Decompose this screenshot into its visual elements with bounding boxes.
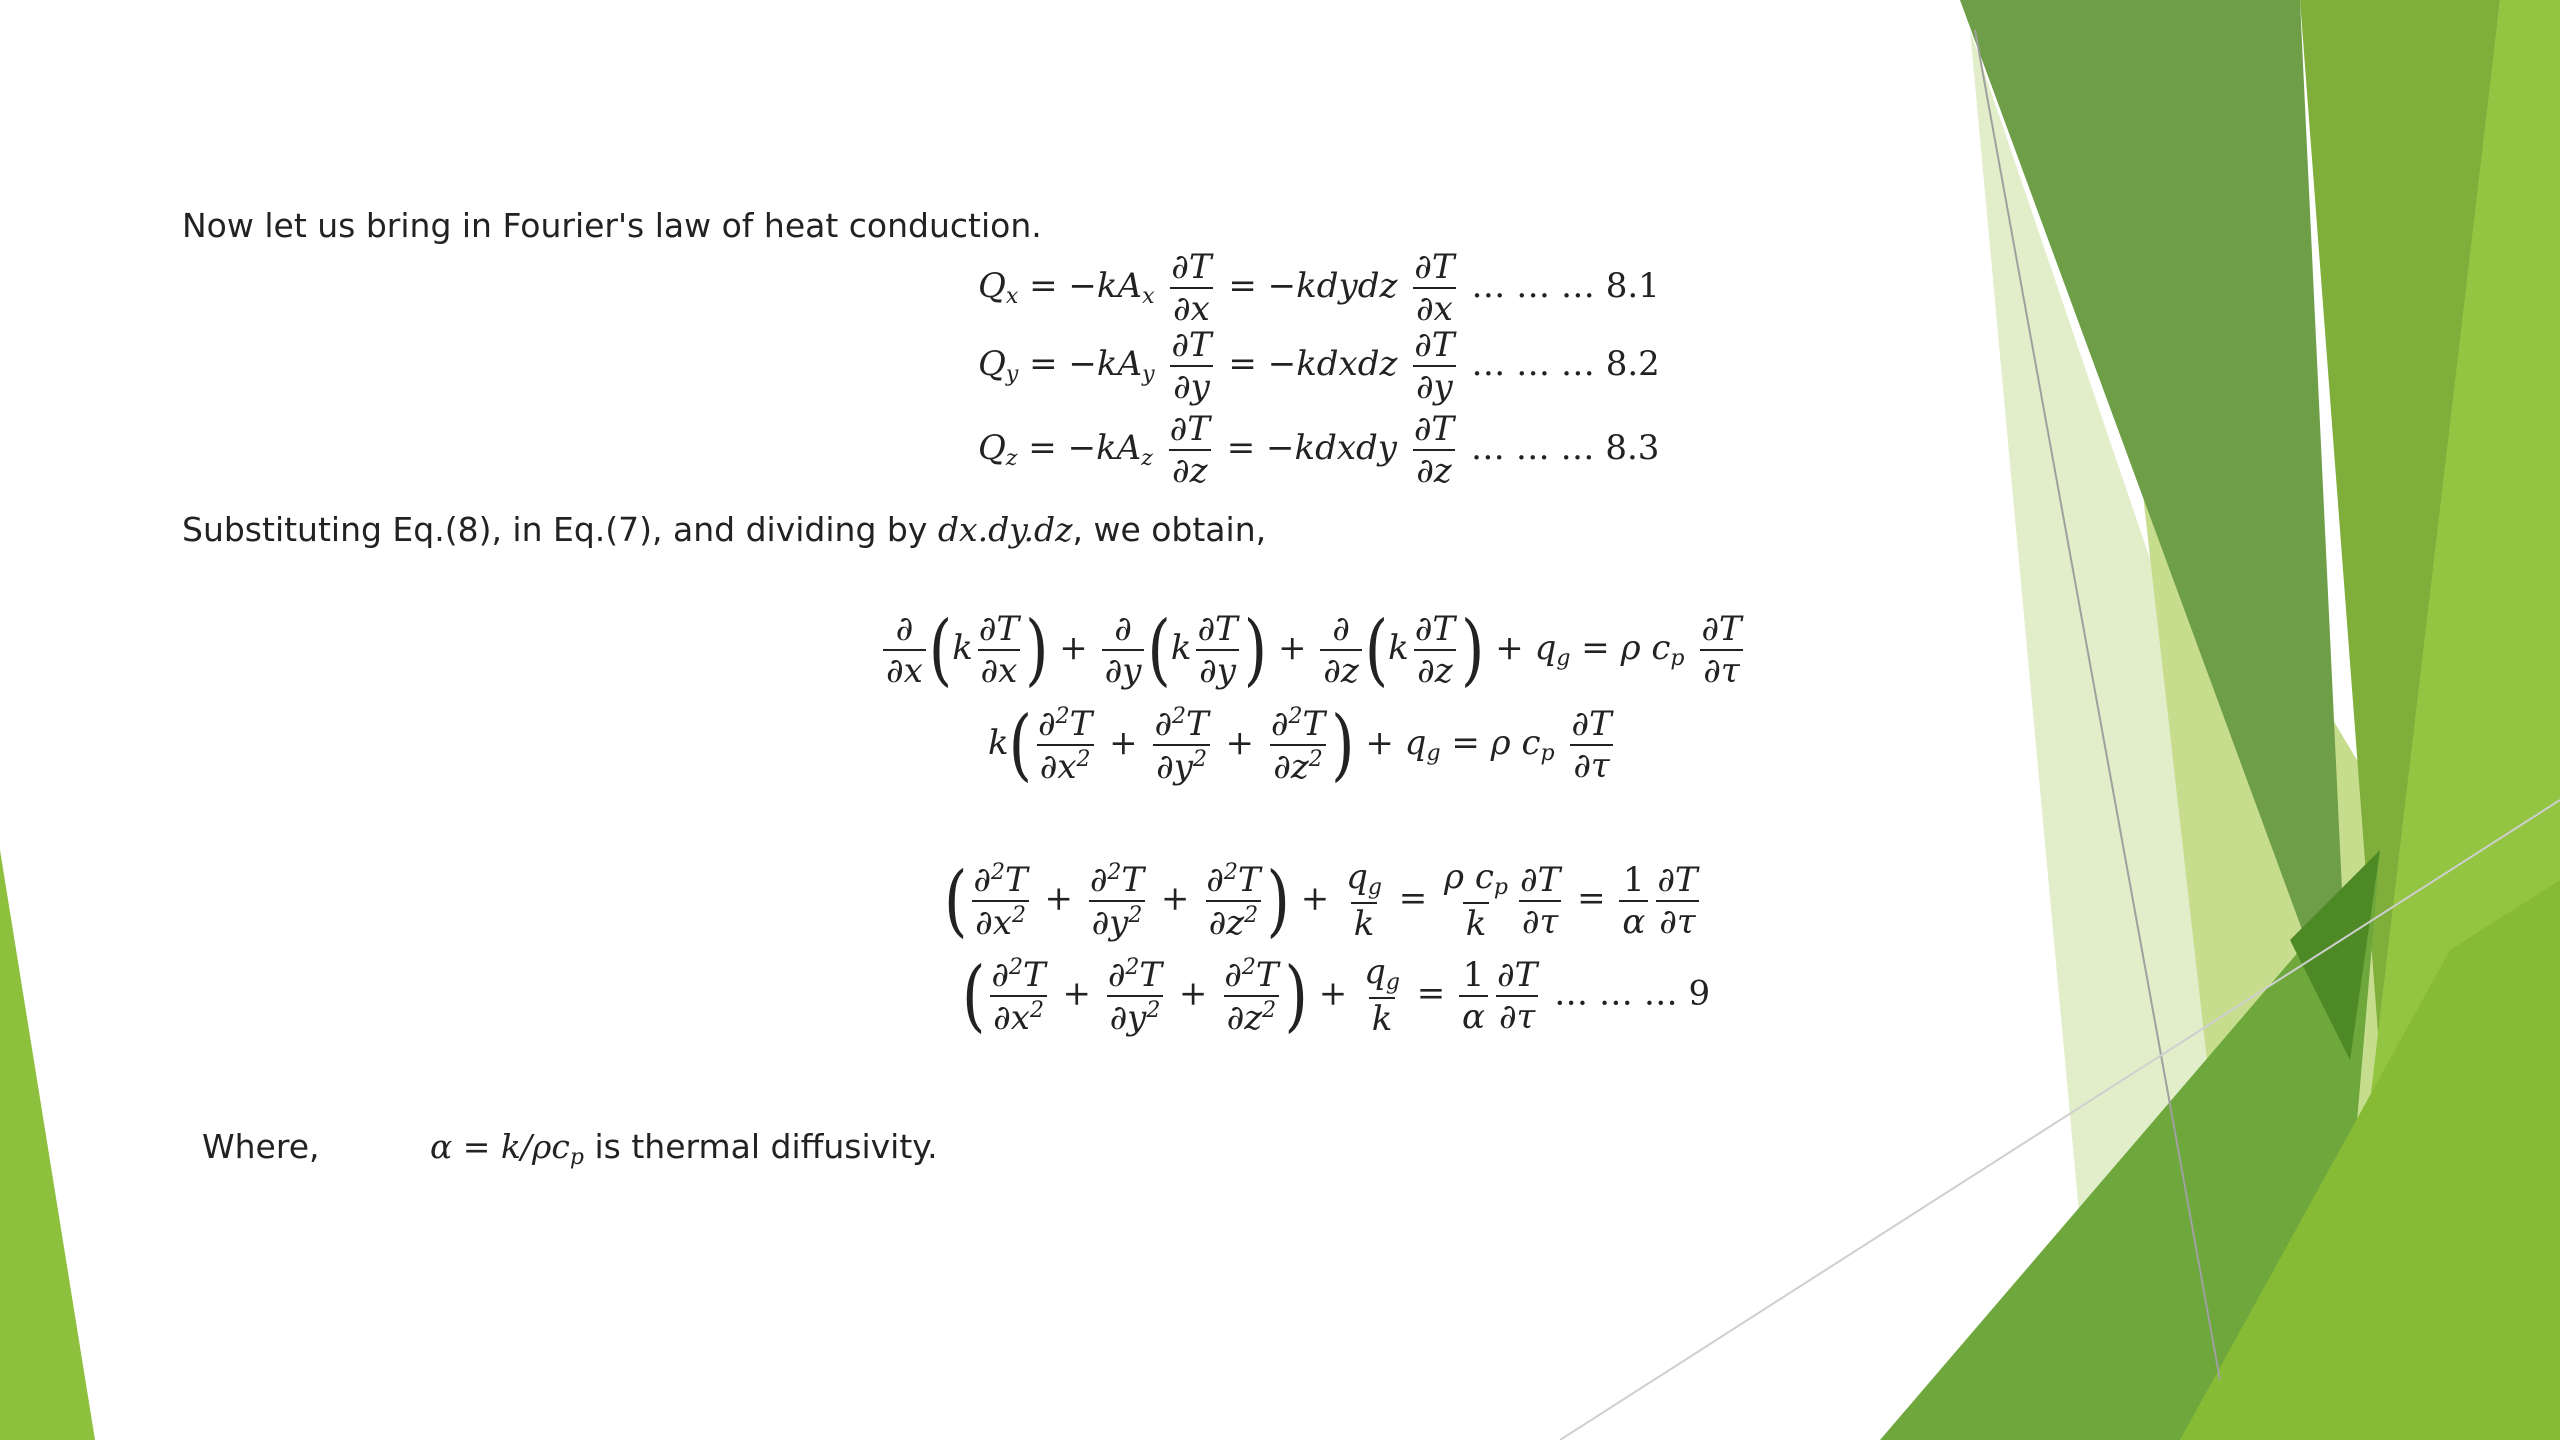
- where-definition: [430, 1127, 938, 1170]
- eq81-frac1: $\frac{\partial T}{\partial x}$: [1171, 247, 1212, 329]
- substituting-before: Substituting Eq.(8), in Eq.(7), and dividing by: [182, 510, 938, 549]
- eq83-rhs1: = −kA: [1028, 428, 1142, 468]
- substituting-after: , we obtain,: [1072, 510, 1267, 549]
- equation-9: ( $\frac{\partial^2T}{\partial x^2}$ + $\frac{\partial^2T}{\partial y^2}$ + $\frac{\partial^2T}{\partial z^2}$ ) + $\frac{q_g}{k}$ = $\frac{1}{\alpha}$ $\frac{\partial T}{\partial\tau}$ … … … 9: [962, 950, 1711, 1041]
- equation-laplacian-k: k( $\frac{\partial^2T}{\partial x^2}$ + $\frac{\partial^2T}{\partial y^2}$ + $\frac{\partial^2T}{\partial z^2}$ ) + $q_g = \rho$ $c_p$ $\frac{\partial T}{\partial\tau}$: [988, 699, 1612, 791]
- eq83-frac1: $\frac{\partial T}{\partial z}$: [1169, 409, 1210, 491]
- eq82-rhs2: = −kdxdz: [1228, 344, 1398, 384]
- equation-divergence: $\frac{\partial}{\partial x}$ (k $\frac{\partial T}{\partial x}$ ) + $\frac{\partial}{\partial y}$ (k $\frac{\partial T}{\partial y}$ ) + $\frac{\partial}{\partial z}$ (k $\frac{\partial T}{\partial z}$ ) + $q_g = \rho$ $c_p$ $\frac{\partial T}{\partial\tau}$: [880, 612, 1748, 688]
- eq83-rhs1-sub: z: [1141, 446, 1153, 471]
- eq82-frac2: $\frac{\partial T}{\partial y}$: [1414, 325, 1455, 407]
- eq82-lhs-sub: y: [1005, 362, 1019, 387]
- eq81-lhs: Q: [978, 266, 1006, 306]
- intro-text: Now let us bring in Fourier's law of heat conduction.: [182, 206, 1042, 245]
- eq83-tag: … … … 8.3: [1470, 428, 1660, 468]
- eq82-rhs1: = −kA: [1029, 344, 1143, 384]
- alpha-definition-sub: p: [569, 1145, 585, 1170]
- eq81-tag: … … … 8.1: [1471, 266, 1660, 306]
- eq82-frac1: $\frac{\partial T}{\partial y}$: [1171, 325, 1212, 407]
- alpha-definition: α = k/ρc: [430, 1127, 570, 1166]
- substituting-text: [182, 510, 1266, 549]
- equation-8-2: [978, 325, 1660, 407]
- eq81-frac2: $\frac{\partial T}{\partial x}$: [1414, 247, 1455, 329]
- left-green-triangle: [0, 850, 95, 1440]
- substituting-math: dx.dy.dz: [937, 510, 1073, 549]
- eq81-rhs1-sub: x: [1142, 284, 1155, 309]
- eq83-lhs-sub: z: [1005, 446, 1018, 471]
- eq83-rhs2: = −kdxdy: [1226, 428, 1398, 468]
- eq83-frac2: $\frac{\partial T}{\partial z}$: [1413, 409, 1455, 491]
- eq82-rhs1-sub: y: [1142, 362, 1155, 387]
- equation-8-1: [978, 247, 1660, 329]
- eq83-lhs: Q: [978, 428, 1006, 468]
- equation-8-3: [978, 409, 1660, 491]
- eq81-lhs-sub: x: [1005, 284, 1019, 309]
- where-label: Where,: [202, 1127, 320, 1166]
- eq82-lhs: Q: [978, 344, 1006, 384]
- eq82-tag: … … … 8.2: [1471, 344, 1660, 384]
- eq81-rhs2: = −kdydz: [1228, 266, 1398, 306]
- eq81-rhs1: = −kA: [1029, 266, 1143, 306]
- where-after: is thermal diffusivity.: [584, 1127, 938, 1166]
- equation-divided: ( $\frac{\partial^2T}{\partial x^2}$ + $\frac{\partial^2T}{\partial y^2}$ + $\frac{\partial^2T}{\partial z^2}$ ) + $\frac{q_g}{k}$ = $\frac{\rho c_p}{k}$ $\frac{\partial T}{\partial\tau}$ = $\frac{1}{\alpha}$ $\frac{\partial T}{\partial\tau}$: [944, 855, 1698, 946]
